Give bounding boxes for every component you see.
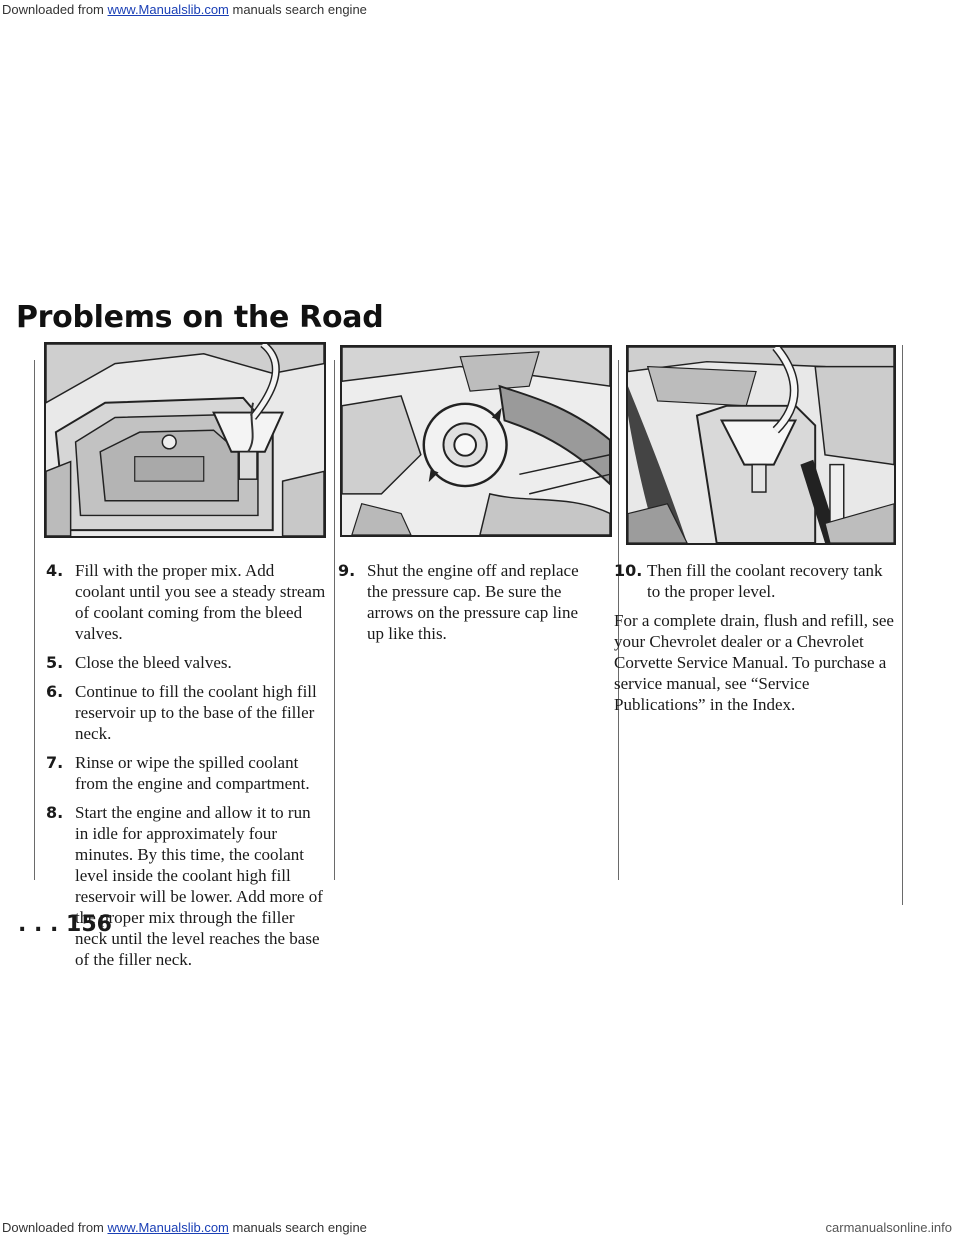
step-number: 5. xyxy=(46,653,64,672)
recovery-tank-figure xyxy=(626,345,896,545)
page-title: Problems on the Road xyxy=(16,300,384,335)
watermark: carmanualsonline.info xyxy=(825,1220,952,1235)
step-text: Fill with the proper mix. Add coolant until you see a steady stream of coolant coming from the bleed valves. xyxy=(75,561,326,643)
steps-column-2 xyxy=(338,560,588,652)
step-text: Close the bleed valves. xyxy=(75,653,232,672)
step-9 xyxy=(338,560,588,644)
column-rule-left xyxy=(34,360,35,880)
pressure-cap-figure xyxy=(340,345,612,537)
step-number: 8. xyxy=(46,803,64,822)
step-text: Shut the engine off and replace the pressure cap. Be sure the arrows on the pressure cap line up like this. xyxy=(367,561,579,643)
step-5 xyxy=(46,652,328,673)
step-7 xyxy=(46,752,328,794)
step-number: 6. xyxy=(46,682,64,701)
header-prefix: Downloaded from xyxy=(2,2,108,17)
step-text: Then fill the coolant recovery tank to the proper level. xyxy=(647,561,883,601)
step-6 xyxy=(46,681,328,744)
page-number: . . . 156 xyxy=(18,912,112,937)
step-4 xyxy=(46,560,328,644)
footer-left xyxy=(2,1220,367,1235)
download-header xyxy=(2,2,367,17)
coolant-funnel-engine-icon xyxy=(46,344,324,536)
steps-column-3 xyxy=(614,560,898,715)
step-number: 10. xyxy=(614,561,643,580)
footer-suffix: manuals search engine xyxy=(228,1220,367,1235)
column-rule-right xyxy=(902,345,903,905)
step-text: Rinse or wipe the spilled coolant from the engine and compartment. xyxy=(75,753,310,793)
footer-prefix: Downloaded from xyxy=(2,1220,108,1235)
service-manual-paragraph: For a complete drain, flush and refill, see your Chevrolet dealer or a Chevrolet Corvette Service Manual. To purchase a service manual, see “Service Publications” in the Index. xyxy=(614,611,894,714)
pressure-cap-icon xyxy=(342,347,610,535)
header-suffix: manuals search engine xyxy=(228,2,367,17)
step-10 xyxy=(614,560,898,602)
coolant-recovery-tank-funnel-icon xyxy=(628,347,894,543)
column-rule-1 xyxy=(334,360,335,880)
step-number: 9. xyxy=(338,561,356,580)
step-8 xyxy=(46,802,328,970)
step-number: 4. xyxy=(46,561,64,580)
step-number: 7. xyxy=(46,753,64,772)
manualslib-link[interactable]: www.Manualslib.com xyxy=(107,2,229,17)
step-text: Continue to fill the coolant high fill reservoir up to the base of the filler neck. xyxy=(75,682,317,743)
manualslib-footer-link[interactable]: www.Manualslib.com xyxy=(107,1220,229,1235)
coolant-funnel-figure xyxy=(44,342,326,538)
step-text: Start the engine and allow it to run in idle for approximately four minutes. By this time, the coolant level inside the coolant high fill reservoir will be lower. Add more of the proper mix through the filler neck until the level reaches the base of the filler neck. xyxy=(75,803,323,969)
